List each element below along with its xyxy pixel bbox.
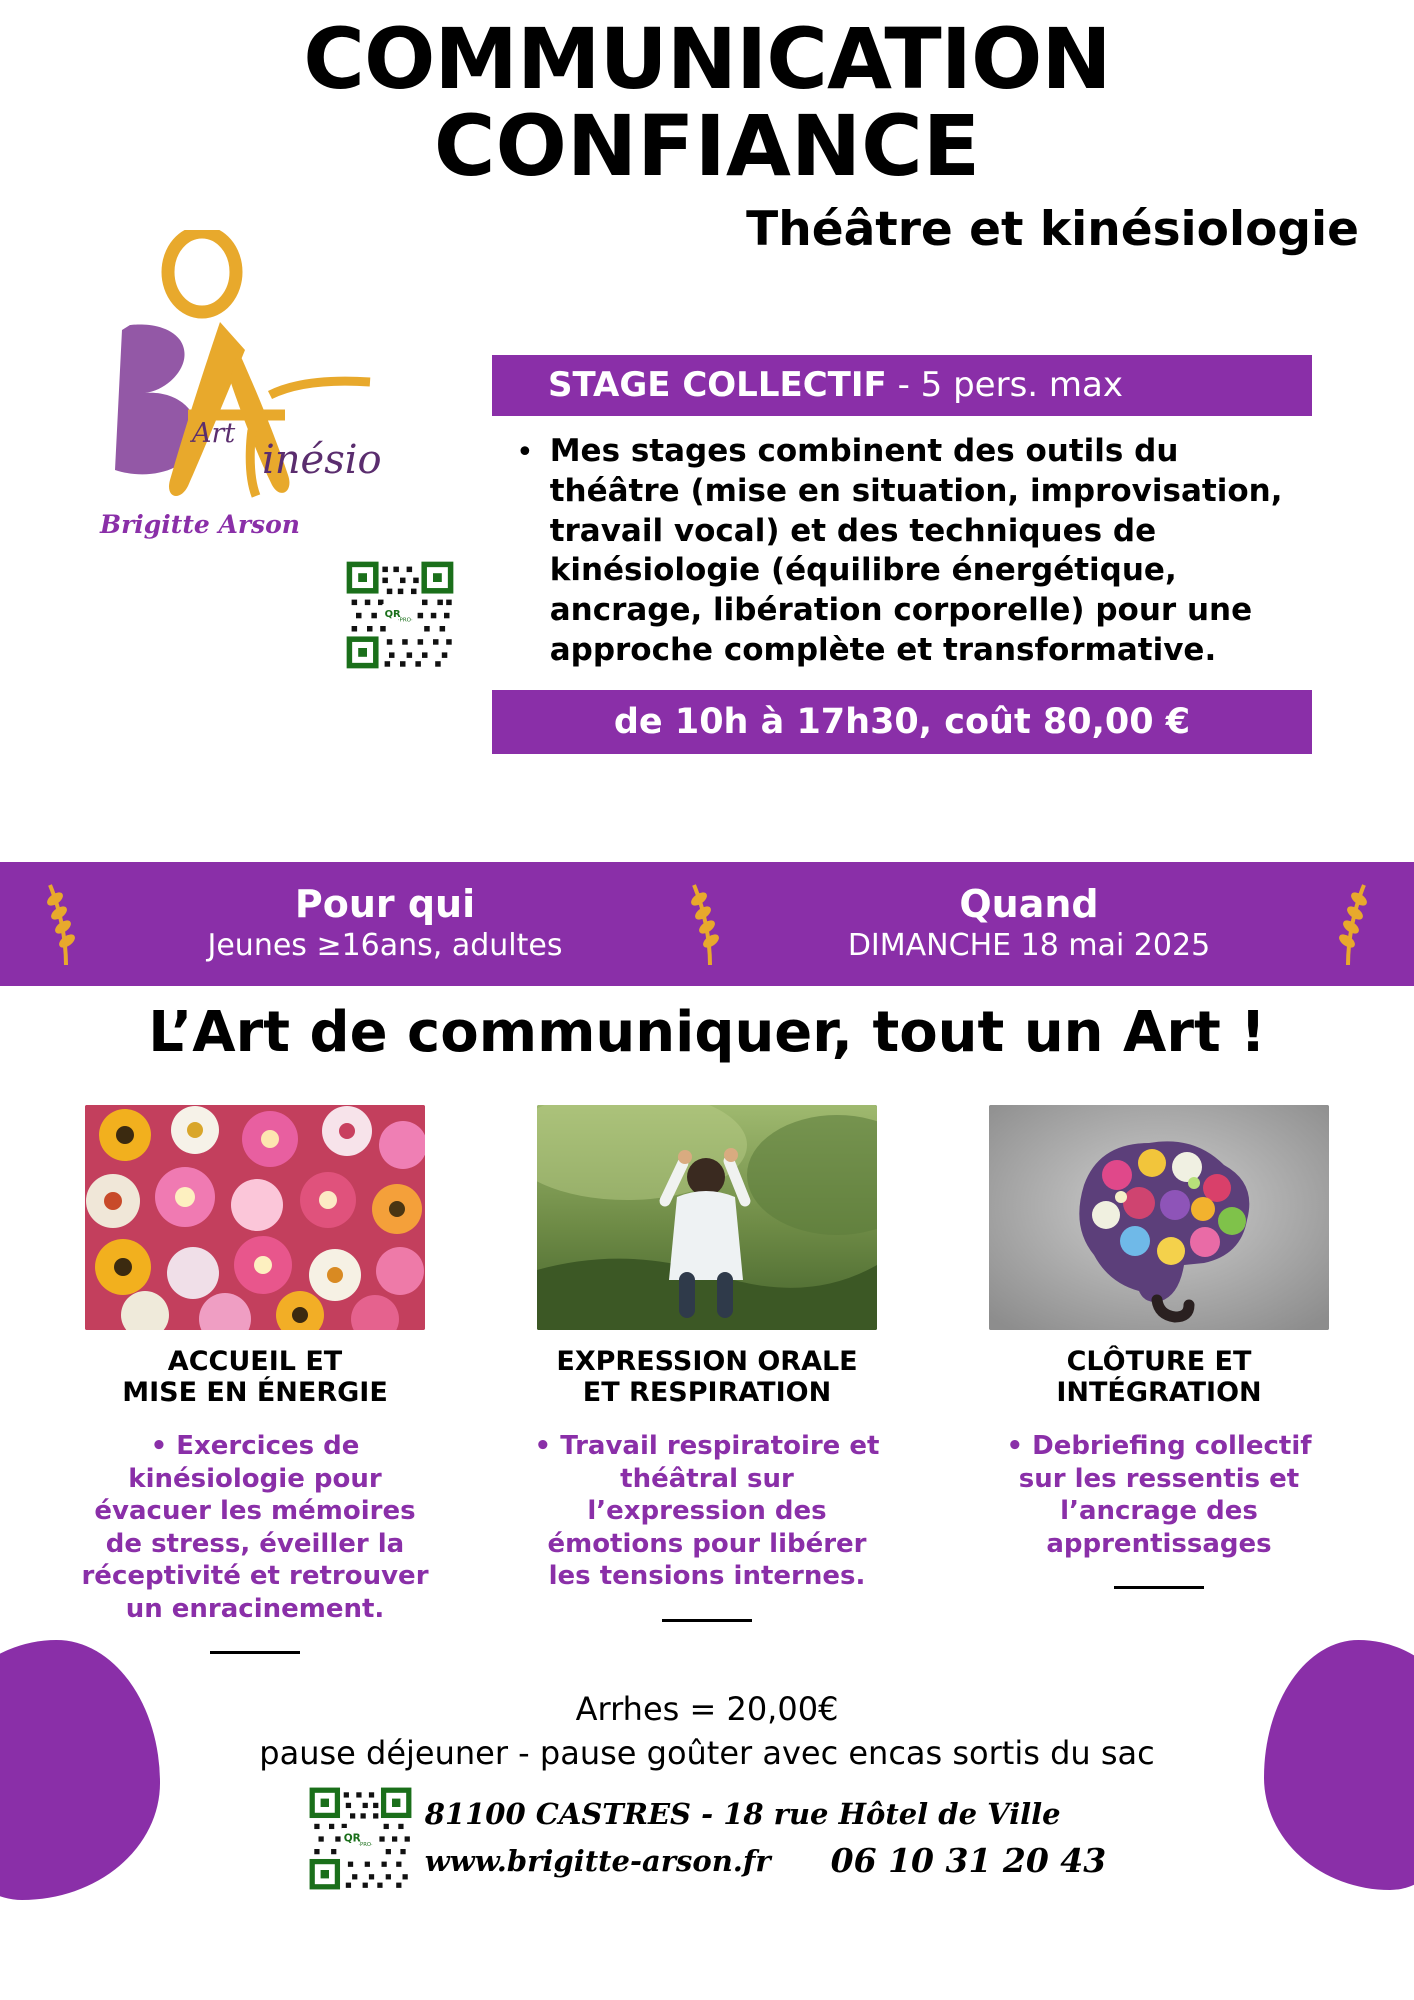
program-title-2-line1: EXPRESSION ORALE [556, 1346, 858, 1377]
wheat-icon-right [1328, 879, 1374, 969]
program-title-1 [80, 1346, 430, 1408]
page-title-line1: COMMUNICATION [303, 10, 1111, 108]
poster-footer [0, 1690, 1414, 1891]
svg-text:·PRO·: ·PRO· [358, 1841, 373, 1848]
svg-text:Art: Art [192, 418, 236, 449]
divider-2 [662, 1619, 752, 1622]
program-title-3 [984, 1346, 1334, 1408]
date-title: Quand [959, 882, 1099, 927]
program-body-2: • Travail respiratoire et théâtral sur l’expression des émotions pour libérer les tensions internes. [534, 1431, 880, 1592]
deposit-amount: Arrhes = 20,00€ [575, 1690, 839, 1728]
divider-3 [1114, 1586, 1204, 1589]
qr-code-icon-top[interactable] [345, 560, 455, 670]
wheat-icon-left [40, 879, 86, 969]
website-link[interactable]: www.brigitte-arson.fr [424, 1843, 771, 1878]
program-column-3 [984, 1105, 1334, 1654]
program-title-2 [532, 1346, 882, 1408]
svg-text:inésio: inésio [262, 437, 382, 483]
bullet-icon: • [516, 435, 534, 471]
logo [70, 230, 490, 660]
program-title-3-line1: CLÔTURE ET [1066, 1346, 1252, 1377]
wheat-icon-middle [684, 879, 730, 969]
stage-band-light: - 5 pers. max [886, 365, 1123, 405]
audience-title: Pour qui [294, 882, 476, 927]
program-title-2-line2: ET RESPIRATION [582, 1377, 832, 1409]
stage-band-strong: STAGE COLLECTIF [548, 365, 887, 405]
poster-header [0, 0, 1414, 257]
date-column [730, 884, 1328, 964]
tagline: L’Art de communiquer, tout un Art ! [148, 1000, 1266, 1065]
program-title-1-line1: ACCUEIL ET [167, 1346, 343, 1377]
person-arms-raised-photo [537, 1105, 877, 1330]
divider-1 [210, 1651, 300, 1654]
program-body-1: • Exercices de kinésiologie pour évacuer les mémoires de stress, éveiller la réceptivité et retrouver un enracinement. [81, 1431, 429, 1624]
stage-description-text: Mes stages combinent des outils du théâtre (mise en situation, improvisation, travail vocal) et des techniques de kinésiologie (équilibre énergétique, ancrage, libération corporelle) pour une approche complète et transformative. [549, 433, 1283, 668]
stage-collectif-band [492, 355, 1312, 416]
program-title-3-line2: INTÉGRATION [1056, 1377, 1262, 1409]
stage-description [492, 432, 1312, 670]
phone-number[interactable]: 06 10 31 20 43 [830, 1841, 1107, 1880]
audience-date-strip [0, 862, 1414, 986]
logo-author-name: Brigitte Arson [100, 510, 300, 539]
date-value: DIMANCHE 18 mai 2025 [847, 927, 1211, 963]
program-body-3: • Debriefing collectif sur les ressentis et l’ancrage des apprentissages [1006, 1431, 1312, 1559]
program-column-2 [532, 1105, 882, 1654]
svg-text:QR: QR [384, 609, 401, 621]
audience-value: Jeunes ≥16ans, adultes [207, 927, 563, 963]
address-line: 81100 CASTRES - 18 rue Hôtel de Ville [424, 1797, 1061, 1831]
program-columns [0, 1105, 1414, 1654]
flowers-photo [85, 1105, 425, 1330]
contact-row [0, 1786, 1414, 1891]
stage-info-block [492, 355, 1312, 754]
program-title-1-line2: MISE EN ÉNERGIE [122, 1377, 388, 1409]
qr-code-icon-bottom[interactable] [308, 1786, 413, 1891]
svg-text:QR: QR [343, 1832, 361, 1845]
floral-brain-photo [989, 1105, 1329, 1330]
page-title-line2: CONFIANCE [433, 97, 981, 196]
svg-text:·PRO·: ·PRO· [397, 617, 413, 624]
pause-info: pause déjeuner - pause goûter avec encas sortis du sac [259, 1734, 1155, 1772]
page-subtitle: Théâtre et kinésiologie [746, 202, 1359, 258]
program-column-1 [80, 1105, 430, 1654]
audience-column [86, 884, 684, 964]
hours-price-band: de 10h à 17h30, coût 80,00 € [492, 690, 1312, 754]
